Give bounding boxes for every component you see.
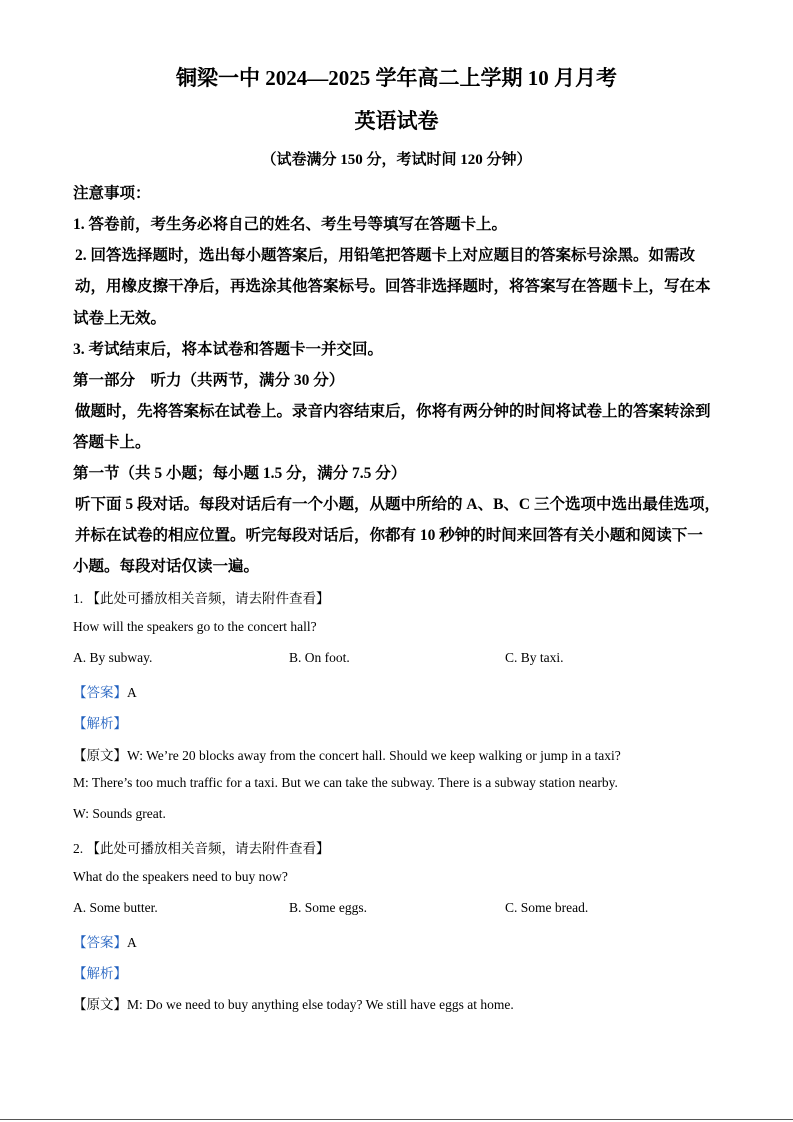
- question-1-option-c: C. By taxi.: [505, 650, 564, 665]
- transcript-text: W: We’re 20 blocks away from the concert hall. Should we keep walking or jump in a taxi?: [127, 748, 621, 763]
- notes-heading: 注意事项：: [73, 185, 151, 202]
- question-2-option-a: A. Some butter.: [73, 900, 158, 915]
- question-1-number: 1. 【此处可播放相关音频，请去附件查看】: [73, 591, 330, 606]
- question-1-transcript-line-1: [73, 744, 621, 764]
- note-item-3: 3. 考试结束后，将本试卷和答题卡一并交回。: [73, 341, 384, 358]
- question-2-analysis-tag: 【解析】: [73, 966, 127, 981]
- exam-subject: 英语试卷: [354, 109, 439, 133]
- question-2-option-b: B. Some eggs.: [289, 900, 368, 915]
- transcript-text: M: Do we need to buy anything else today? We still have eggs at home.: [127, 997, 514, 1012]
- transcript-tag: 【原文】: [73, 997, 127, 1012]
- question-1-option-b: B. On foot.: [289, 650, 350, 665]
- question-1-option-a: A. By subway.: [73, 650, 153, 665]
- section1-instructions-line-3: 小题。每段对话仅读一遍。: [73, 558, 260, 575]
- answer-tag: 【答案】: [73, 685, 127, 700]
- section1-instructions-line-2: 并标在试卷的相应位置。听完每段对话后，你都有 10 秒钟的时间来回答有关小题和阅读下一: [75, 527, 703, 544]
- question-1-answer: [73, 681, 137, 701]
- note-item-2-line-2: 动，用橡皮擦干净后，再选涂其他答案标号。回答非选择题时，将答案写在答题卡上，写在本: [75, 278, 711, 295]
- answer-value: A: [127, 935, 137, 950]
- question-1-transcript-line-2: M: There’s too much traffic for a taxi. But we can take the subway. There is a subway station nearby.: [73, 775, 618, 790]
- part1-instructions-line-1: 做题时，先将答案标在试卷上。录音内容结束后，你将有两分钟的时间将试卷上的答案转涂到: [75, 403, 711, 420]
- section1-instructions-line-1: 听下面 5 段对话。每段对话后有一个小题，从题中所给的 A、B、C 三个选项中选出最佳选项，: [75, 496, 720, 513]
- exam-info: （试卷满分 150 分，考试时间 120 分钟）: [261, 152, 532, 168]
- question-1-analysis-tag: 【解析】: [73, 716, 127, 731]
- note-item-2-line-1: 2. 回答选择题时，选出每小题答案后，用铅笔把答题卡上对应题目的答案标号涂黑。如需改: [75, 247, 696, 264]
- question-2-transcript-line-1: [73, 993, 514, 1013]
- answer-tag: 【答案】: [73, 935, 127, 950]
- question-1-transcript-line-3: W: Sounds great.: [73, 806, 166, 821]
- note-item-2-line-3: 试卷上无效。: [73, 310, 167, 327]
- transcript-tag: 【原文】: [73, 748, 127, 763]
- part1-instructions-line-2: 答题卡上。: [73, 434, 151, 451]
- question-2-text: What do the speakers need to buy now?: [73, 869, 288, 884]
- section1-heading: 第一节（共 5 小题；每小题 1.5 分，满分 7.5 分）: [73, 465, 407, 482]
- question-2-answer: [73, 931, 137, 951]
- answer-value: A: [127, 685, 137, 700]
- question-2-number: 2. 【此处可播放相关音频，请去附件查看】: [73, 841, 330, 856]
- question-1-text: How will the speakers go to the concert hall?: [73, 619, 317, 634]
- question-2-option-c: C. Some bread.: [505, 900, 589, 915]
- part1-heading: 第一部分 听力（共两节，满分 30 分）: [73, 372, 345, 389]
- page-bottom-rule: [0, 1119, 793, 1120]
- exam-title: 铜梁一中 2024—2025 学年高二上学期 10 月月考: [176, 66, 617, 90]
- note-item-1: 1. 答卷前，考生务必将自己的姓名、考生号等填写在答题卡上。: [73, 216, 508, 233]
